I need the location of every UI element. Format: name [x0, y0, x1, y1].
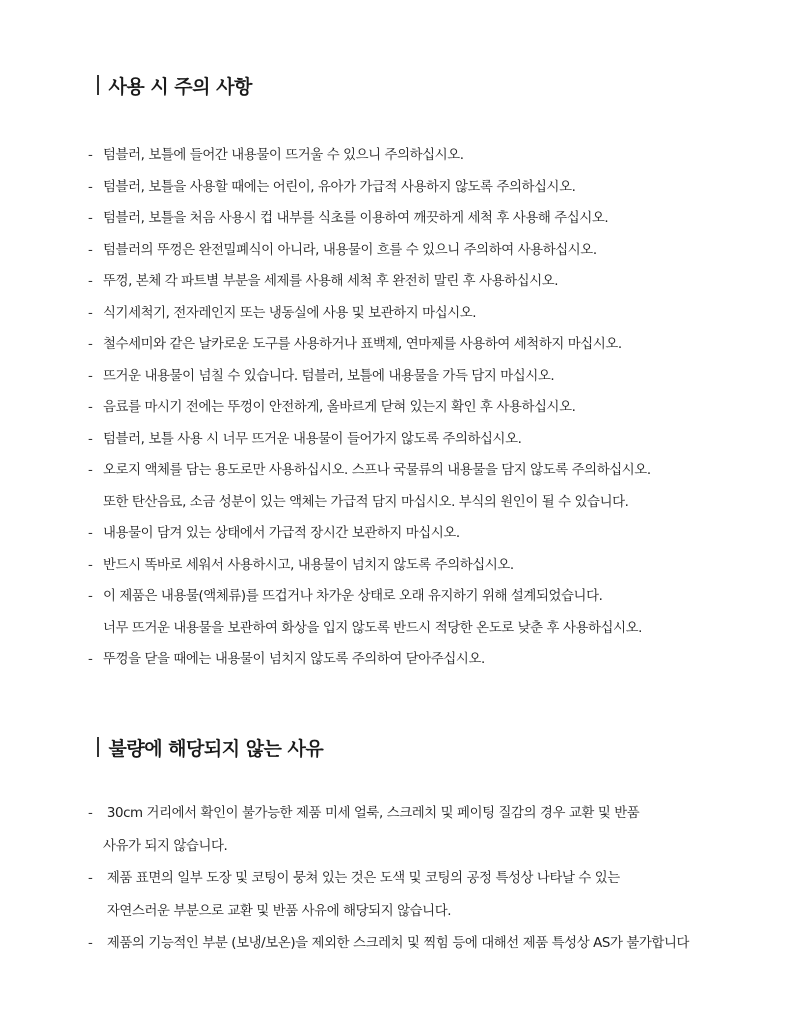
- list-item: [88, 298, 788, 330]
- list-item: [88, 361, 788, 393]
- list-item-text: 식기세척기, 전자레인지 또는 냉동실에 사용 및 보관하지 마십시오.: [103, 305, 477, 321]
- caution-section: [0, 72, 806, 667]
- list-dash: -: [88, 589, 93, 604]
- list-item-text: 철수세미와 같은 날카로운 도구를 사용하거나 표백제, 연마제를 사용하여 세척하지 마십시오.: [103, 337, 622, 352]
- caution-heading: [97, 72, 806, 98]
- caution-list: [88, 140, 788, 676]
- list-item: [88, 896, 788, 929]
- list-dash: -: [88, 463, 93, 478]
- list-item-text: 제품의 기능적인 부분 (보냉/보온)을 제외한 스크레치 및 찍힘 등에 대해선 제품 특성상 AS가 불가합니다: [103, 936, 690, 951]
- list-item: [88, 581, 788, 613]
- list-item: [88, 798, 788, 831]
- list-item-text: 텀블러, 보틀 사용 시 너무 뜨거운 내용물이 들어가지 않도록 주의하십시오.: [103, 431, 522, 447]
- list-dash: -: [88, 652, 93, 667]
- list-item: [88, 424, 788, 456]
- list-item: [88, 613, 788, 645]
- list-dash: -: [88, 368, 93, 384]
- list-item: [88, 863, 788, 896]
- list-item-text: 텀블러, 보틀을 사용할 때에는 어린이, 유아가 가급적 사용하지 않도록 주의하십시오.: [103, 179, 576, 195]
- defect-title: 불량에 해당되지 않는 사유: [108, 737, 324, 760]
- list-item-text: 30cm 거리에서 확인이 불가능한 제품 미세 얼룩, 스크레치 및 페이팅 질감의 경우 교환 및 반품: [103, 806, 640, 821]
- list-item: [88, 928, 788, 961]
- list-item-text: 오로지 액체를 담는 용도로만 사용하십시오. 스프나 국물류의 내용물을 담지 않도록 주의하십시오.: [103, 463, 651, 478]
- list-dash: -: [88, 179, 93, 195]
- list-dash: -: [88, 871, 93, 886]
- list-item-text: 이 제품은 내용물(액체류)를 뜨겁거나 차가운 상태로 오래 유지하기 위해 설계되었습니다.: [103, 589, 603, 604]
- defect-heading: [97, 734, 806, 760]
- list-dash: -: [88, 337, 93, 352]
- list-item-text: 텀블러의 뚜껑은 완전밀폐식이 아니라, 내용물이 흐를 수 있으니 주의하여 사용하십시오.: [103, 242, 597, 258]
- list-dash: -: [88, 806, 93, 821]
- list-item-text: 제품 표면의 일부 도장 및 코팅이 뭉쳐 있는 것은 도색 및 코팅의 공정 특성상 나타날 수 있는: [103, 871, 620, 886]
- list-item: [88, 172, 788, 204]
- list-item: [88, 487, 788, 519]
- list-item: [88, 644, 788, 676]
- heading-bar: [97, 75, 99, 95]
- list-item: [88, 329, 788, 361]
- list-dash: -: [88, 211, 93, 226]
- list-item-text: 또한 탄산음료, 소금 성분이 있는 액체는 가급적 담지 마십시오. 부식의 원인이 될 수 있습니다.: [103, 494, 629, 510]
- defect-list: [88, 798, 788, 961]
- list-dash: -: [88, 274, 93, 289]
- caution-title: 사용 시 주의 사항: [108, 75, 252, 98]
- heading-bar: [97, 737, 99, 757]
- defect-section: [0, 734, 806, 951]
- list-item-text: 뜨거운 내용물이 넘칠 수 있습니다. 텀블러, 보틀에 내용물을 가득 담지 마십시오.: [103, 368, 555, 384]
- list-item-text: 뚜껑을 닫을 때에는 내용물이 넘치지 않도록 주의하여 닫아주십시오.: [103, 652, 485, 667]
- list-item-text: 텀블러, 보틀에 들어간 내용물이 뜨거울 수 있으니 주의하십시오.: [103, 148, 464, 163]
- list-item: [88, 518, 788, 550]
- list-item: [88, 455, 788, 487]
- list-dash: -: [88, 305, 93, 321]
- list-dash: -: [88, 557, 93, 573]
- list-dash: -: [88, 936, 93, 951]
- list-item-text: 자연스러운 부분으로 교환 및 반품 사유에 해당되지 않습니다.: [103, 903, 452, 919]
- list-item-text: 반드시 똑바로 세워서 사용하시고, 내용물이 넘치지 않도록 주의하십시오.: [103, 557, 514, 573]
- list-item-text: 뚜껑, 본체 각 파트별 부분을 세제를 사용해 세척 후 완전히 말린 후 사용하십시오.: [103, 274, 559, 289]
- list-item: [88, 392, 788, 424]
- list-item: [88, 140, 788, 172]
- list-dash: -: [88, 400, 93, 415]
- list-item-text: 텀블러, 보틀을 처음 사용시 컵 내부를 식초를 이용하여 깨끗하게 세척 후 사용해 주십시오.: [103, 211, 609, 226]
- list-dash: -: [88, 526, 93, 541]
- list-item: [88, 266, 788, 298]
- list-item-text: 너무 뜨거운 내용물을 보관하여 화상을 입지 않도록 반드시 적당한 온도로 낮춘 후 사용하십시오.: [103, 620, 643, 636]
- list-dash: -: [88, 148, 93, 163]
- list-dash: -: [88, 242, 93, 258]
- list-item-text: 음료를 마시기 전에는 뚜껑이 안전하게, 올바르게 닫혀 있는지 확인 후 사용하십시오.: [103, 400, 576, 415]
- list-dash: -: [88, 431, 93, 447]
- list-item: [88, 203, 788, 235]
- list-item: [88, 831, 788, 864]
- list-item: [88, 550, 788, 582]
- list-item-text: 내용물이 담겨 있는 상태에서 가급적 장시간 보관하지 마십시오.: [103, 526, 460, 541]
- list-item: [88, 235, 788, 267]
- list-item-text: 사유가 되지 않습니다.: [103, 838, 228, 854]
